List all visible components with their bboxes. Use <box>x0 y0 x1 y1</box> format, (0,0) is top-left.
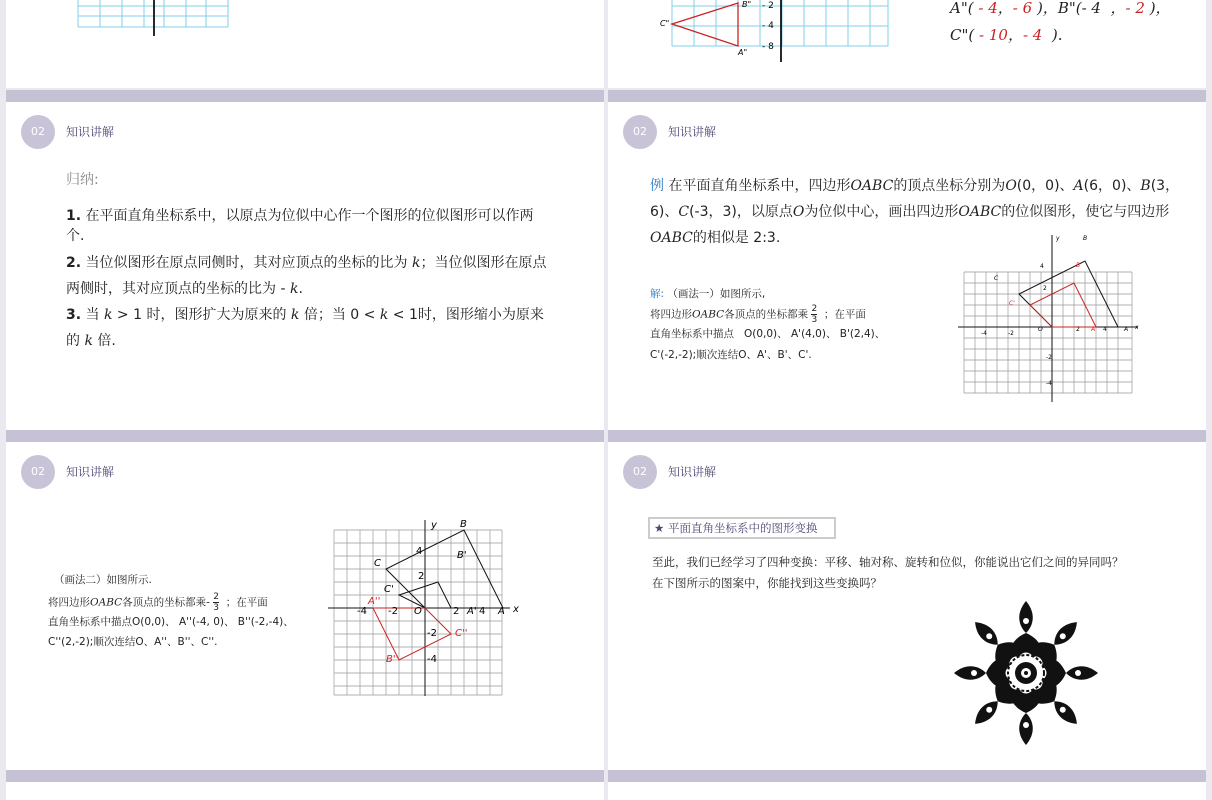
tick-label: 4 <box>1103 326 1107 333</box>
slide-transformations[interactable] <box>608 442 1206 770</box>
point-label: C' <box>384 584 394 595</box>
method2-line-1: （画法二）如图所示. <box>54 574 152 586</box>
label-top-app: A" <box>738 48 748 57</box>
divider-bar <box>608 430 1206 442</box>
method2-line-3: 直角坐标系中描点O(0,0)、 A''(-4, 0)、 B''(-2,-4)、 <box>48 616 294 628</box>
slide-method-two[interactable] <box>6 442 604 770</box>
divider-bar <box>6 90 604 102</box>
axis-y-label: y <box>1056 235 1060 242</box>
grid-fragment-2 <box>608 0 908 88</box>
section-title: 知识讲解 <box>66 465 115 479</box>
solution-line-4: C'(-2,-2);顺次连结O、A'、B'、C'. <box>650 349 812 361</box>
point-label: B <box>460 519 467 530</box>
point-label: B' <box>457 550 467 561</box>
divider-bar <box>6 770 604 782</box>
tick-m4: - 4 <box>762 21 774 31</box>
slide-example[interactable] <box>608 102 1206 430</box>
point-label: B' <box>1076 262 1082 269</box>
rule-2: 2. 当位似图形在原点同侧时，其对应顶点的坐标的比为 k；当位似图形在原点两侧时，其对应顶点的坐标的比为 - k. <box>66 255 547 297</box>
solution-line-1: 解: （画法一）如图所示, <box>650 288 766 300</box>
tick-label: -2 <box>1008 330 1014 337</box>
slide-top-right <box>608 0 1206 88</box>
point-label: C <box>374 558 381 569</box>
topic-box: ★ 平面直角坐标系中的图形变换 <box>648 517 836 539</box>
tick-label: 2 <box>1043 285 1047 292</box>
axis-x-label: x <box>513 604 519 615</box>
point-label: A <box>1124 326 1129 333</box>
section-badge: 02 <box>21 115 55 149</box>
point-label: O <box>414 606 422 617</box>
coords-line-1: A"( - 4，- 6 )，B"(- 4 ，- 2 )， <box>950 0 1171 17</box>
solution-line-2: 将四边形OABC各顶点的坐标都乘 $\frac{2}{3}$ ；在平面 <box>650 304 866 325</box>
solution-line-3b: O(0,0)、 A'(4,0)、 B'(2,4)、 <box>744 328 886 340</box>
point-label: C' <box>1009 300 1015 307</box>
tick-label: 4 <box>479 606 486 617</box>
coordinate-graph-2 <box>324 516 524 696</box>
slide-bottom-left <box>6 782 604 800</box>
point-label: A'' <box>368 596 381 607</box>
tick-label: -2 <box>1046 354 1052 361</box>
point-label: C'' <box>455 628 468 639</box>
divider-bar <box>608 770 1206 782</box>
point-label: A' <box>467 606 477 617</box>
grid-fragment <box>6 0 604 88</box>
section-badge: 02 <box>21 455 55 489</box>
tick-m2: - 2 <box>762 1 774 11</box>
tick-label: 2 <box>453 606 460 617</box>
example-text: 例 在平面直角坐标系中，四边形OABC的顶点坐标分别为O(0，0)、A(6，0)、B(3，6)、C(-3，3)，以原点O为位似中心，画出四边形OABC的位似图形，使它与四边形OABC的相似是 2:3. <box>650 178 1180 246</box>
tick-label: 2 <box>418 571 425 582</box>
solution-line-3: 直角坐标系中描点 <box>650 328 734 340</box>
tick-label: -2 <box>388 606 398 617</box>
induction-label: 归纳: <box>66 172 99 188</box>
point-label: A' <box>1091 326 1097 333</box>
slide-top-left <box>6 0 604 88</box>
question-2: 在下图所示的图案中，你能找到这些变换吗？ <box>652 576 882 590</box>
divider-bar <box>6 430 604 442</box>
tick-m8: - 8 <box>762 42 774 52</box>
divider-bar <box>608 90 1206 102</box>
point-label: B <box>1083 235 1088 242</box>
section-badge: 02 <box>623 115 657 149</box>
label-top-bpp: B" <box>742 0 752 9</box>
section-title: 知识讲解 <box>668 465 717 479</box>
point-label: A <box>498 606 505 617</box>
tick-label: -4 <box>981 330 987 337</box>
section-badge: 02 <box>623 455 657 489</box>
question-1: 至此，我们已经学习了四种变换：平移、轴对称、旋转和位似，你能说出它们之间的异同吗？ <box>652 555 1124 569</box>
section-title: 知识讲解 <box>66 125 115 139</box>
tick-label: -2 <box>427 628 437 639</box>
tick-label: 4 <box>1040 263 1044 270</box>
axis-y-label: y <box>431 520 437 531</box>
tick-label: 4 <box>416 546 423 557</box>
mandala-pattern-image <box>951 598 1101 748</box>
point-label: B'' <box>386 654 399 665</box>
coords-line-2: C"( - 10，- 4 ). <box>950 26 1063 44</box>
point-label: O <box>1038 326 1043 333</box>
rule-1: 1. 在平面直角坐标系中，以原点为位似中心作一个图形的位似图形可以作两个. <box>66 208 534 244</box>
slide-induction[interactable] <box>6 102 604 430</box>
method2-line-2: 将四边形OABC各顶点的坐标都乘- $\frac{2}{3}$ ；在平面 <box>48 592 268 613</box>
tick-label: -4 <box>427 654 437 665</box>
tick-label: 2 <box>1076 326 1080 333</box>
rule-3: 3. 当 k > 1 时，图形扩大为原来的 k 倍；当 0 < k < 1时，图形缩小为原来的 k 倍. <box>66 307 544 349</box>
method2-line-4: C''(2,-2);顺次连结O、A''、B''、C''. <box>48 636 218 648</box>
tick-label: -4 <box>1046 380 1052 387</box>
tick-label: -4 <box>357 606 367 617</box>
coordinate-graph-1 <box>958 230 1148 405</box>
slide-bottom-right <box>608 782 1206 800</box>
label-top-cpp: C" <box>660 19 670 28</box>
section-title: 知识讲解 <box>668 125 717 139</box>
axis-x-label: x <box>1135 324 1139 331</box>
point-label: C <box>994 275 999 282</box>
